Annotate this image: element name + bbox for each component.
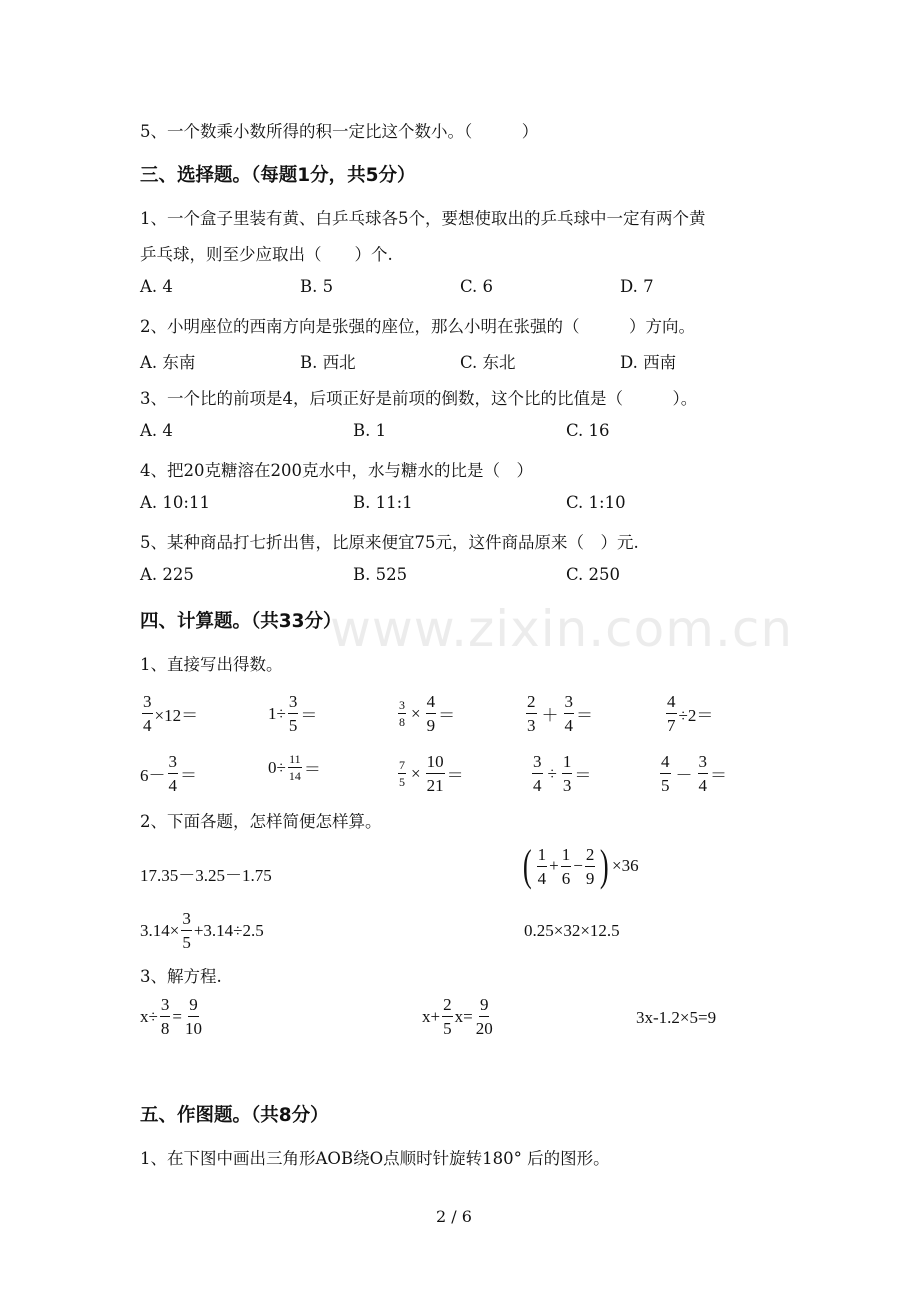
option-a: A. 10:11 (140, 493, 210, 512)
option-a: A. 4 (140, 277, 173, 296)
expr-r2-2: 0÷ $\frac{11}{14}$ ＝ (268, 752, 321, 783)
option-c: C. 东北 (460, 353, 516, 372)
option-c: C. 1:10 (566, 493, 626, 512)
option-a: A. 4 (140, 421, 173, 440)
option-c: C. 250 (566, 565, 621, 584)
equation-2: x+ $\frac{2}{5}$ x= $\frac{9}{20}$ (422, 995, 493, 1038)
drawing-q1: 1、在下图中画出三角形AOB绕O点顺时针旋转180° 后的图形。 (140, 1149, 610, 1168)
calc-sub1: 1、直接写出得数。 (140, 655, 283, 674)
watermark: www.zixin.com.cn (330, 600, 794, 658)
option-b: B. 1 (353, 421, 387, 440)
expr-r1-4: $\frac{2}{3}$ ＋ $\frac{3}{4}$ ＝ (527, 692, 593, 735)
option-c: C. 6 (460, 277, 494, 296)
expr-r2-1: 6－ $\frac{3}{4}$ ＝ (140, 752, 197, 795)
expr-r2-4: $\frac{3}{4}$ ÷ $\frac{1}{3}$ ＝ (533, 752, 592, 795)
option-d: D. 7 (620, 277, 654, 296)
choice-q1-line2: 乒乓球，则至少应取出（ ）个. (140, 245, 393, 264)
calc-expr-4: 0.25×32×12.5 (524, 921, 620, 940)
calc-expr-1: 17.35－3.25－1.75 (140, 866, 272, 885)
expr-r1-1: $\frac{3}{4}$ ×12＝ (143, 692, 199, 735)
section-5-title: 五、作图题。（共8分） (140, 1105, 329, 1126)
page-number: 2 / 6 (436, 1207, 472, 1226)
section-4-title: 四、计算题。（共33分） (140, 611, 342, 632)
equation-1: x÷ $\frac{3}{8}$ = $\frac{9}{10}$ (140, 995, 202, 1038)
calc-sub3: 3、解方程. (140, 967, 222, 986)
option-c: C. 16 (566, 421, 610, 440)
option-b: B. 西北 (300, 353, 356, 372)
judge-item-5: 5、一个数乘小数所得的积一定比这个数小。（ ） (140, 122, 539, 141)
option-a: A. 东南 (140, 353, 196, 372)
expr-r2-5: $\frac{4}{5}$ － $\frac{3}{4}$ ＝ (661, 752, 727, 795)
expr-r1-2: 1÷ $\frac{3}{5}$ ＝ (268, 692, 318, 735)
option-a: A. 225 (140, 565, 194, 584)
section-3-title: 三、选择题。（每题1分，共5分） (140, 165, 416, 186)
expr-r2-3: $\frac{7}{5}$ × $\frac{10}{21}$ ＝ (399, 752, 464, 795)
calc-sub2: 2、下面各题，怎样简便怎样算。 (140, 812, 382, 831)
choice-q3: 3、一个比的前项是4，后项正好是前项的倒数，这个比的比值是（ ）。 (140, 389, 698, 408)
expr-r1-5: $\frac{4}{7}$ ÷2＝ (667, 692, 714, 735)
choice-q5: 5、某种商品打七折出售，比原来便宜75元，这件商品原来（ ）元. (140, 533, 639, 552)
option-b: B. 5 (300, 277, 334, 296)
choice-q1-line1: 1、一个盒子里装有黄、白乒乓球各5个，要想使取出的乒乓球中一定有两个黄 (140, 209, 706, 228)
expr-r1-3: $\frac{3}{8}$ × $\frac{4}{9}$ ＝ (399, 692, 456, 735)
option-b: B. 11:1 (353, 493, 413, 512)
choice-q2: 2、小明座位的西南方向是张强的座位，那么小明在张强的（ ）方向。 (140, 317, 695, 336)
equation-3: 3x-1.2×5=9 (636, 1008, 717, 1027)
option-d: D. 西南 (620, 353, 677, 372)
option-b: B. 525 (353, 565, 408, 584)
calc-expr-2: ( $\frac{1}{4}$ + $\frac{1}{6}$ − $\frac{2}{9}$ ) ×36 (522, 841, 639, 890)
choice-q4: 4、把20克糖溶在200克水中，水与糖水的比是（ ） (140, 461, 533, 480)
calc-expr-3: 3.14× $\frac{3}{5}$ +3.14÷2.5 (140, 909, 264, 952)
